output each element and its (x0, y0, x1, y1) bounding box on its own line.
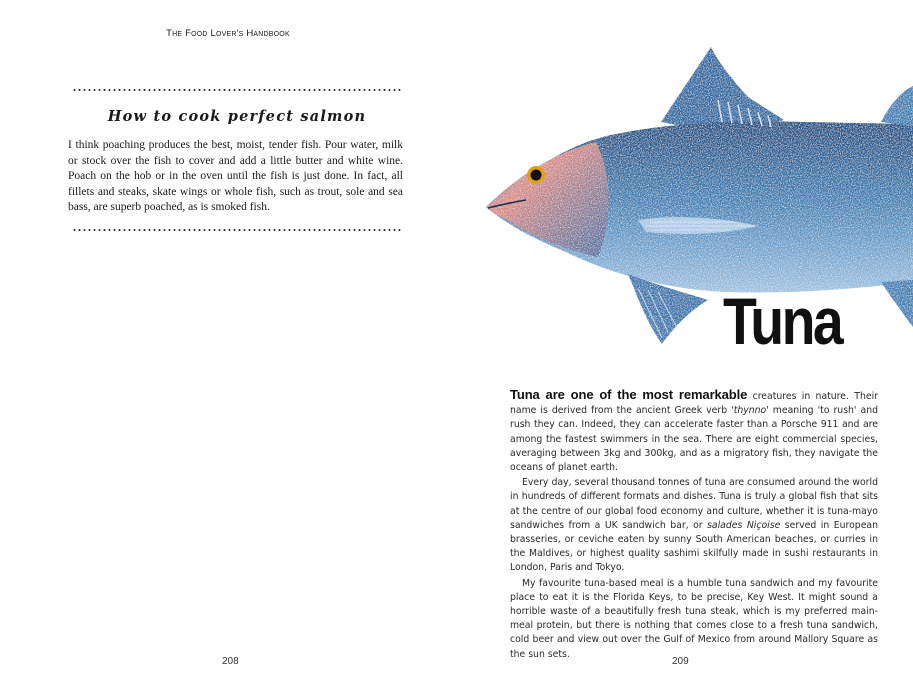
sidebar-body: I think poaching produces the best, moist, tender fish. Pour water, milk or stock over the fish to cover and add a little butter and white wine. Poach on the hob or in the oven until the fish is just done. In fact, all fillets and steaks, skate wings or whole fish, such as trout, sole and sea bass, are superb poached, as is smoked fish. (68, 139, 403, 213)
page-number-left: 208 (222, 656, 239, 667)
sidebar-title: How to cook perfect salmon (107, 108, 367, 125)
lead-in: Tuna are one of the most remarkable (510, 387, 748, 402)
article-paragraph-2: Every day, several thousand tonnes of tuna are consumed around the world in hundreds of different formats and dishes. Tuna is truly a global fish that sits at the centre of our global food economy and culture, whether it is tuna-mayo sandwiches from a UK sandwich bar, or salades Niçoise served in European brasseries, or ceviche eaten by sunny South American beaches, or curries in the Maldives, or highest quality sashimi skilfully made in sushi restaurants in London, Paris and Tokyo. (510, 477, 879, 574)
fish-eye (531, 170, 542, 181)
right-page (456, 0, 913, 700)
page-number-right: 209 (672, 656, 689, 667)
left-page (0, 0, 456, 700)
dotted-rule-bottom (72, 229, 402, 231)
article-paragraph-1: Tuna are one of the most remarkable creatures in nature. Their name is derived from the ancient Greek verb 'thynno' meaning 'to rush' and rush they can. Indeed, they can accelerate faster than a Porsche 911 and are among the fastest swimmers in the sea. There are eight commercial species, averaging between 3kg and 300kg, and as a migratory fish, they navigate the oceans of planet earth. (510, 387, 879, 474)
tuna-fish-illustration (486, 42, 913, 358)
article-heading: Tuna (723, 284, 842, 358)
tail-upper (881, 86, 913, 126)
article-body (510, 388, 878, 662)
running-head: The Food Lover's Handbook (166, 28, 290, 39)
dotted-rule-top (72, 89, 402, 91)
tail-lower (881, 280, 913, 327)
article-paragraph-3: My favourite tuna-based meal is a humble tuna sandwich and my favourite place to eat it is the Florida Keys, to be precise, Key West. It might sound a horrible waste of a beautifully fresh tuna steak, which is my preferred main-meal protein, but there is nothing that comes close to a fresh tuna sandwich, cold beer and view out over the Gulf of Mexico from around Mallory Square as the sun sets. (510, 577, 878, 660)
fish-head (486, 142, 609, 257)
